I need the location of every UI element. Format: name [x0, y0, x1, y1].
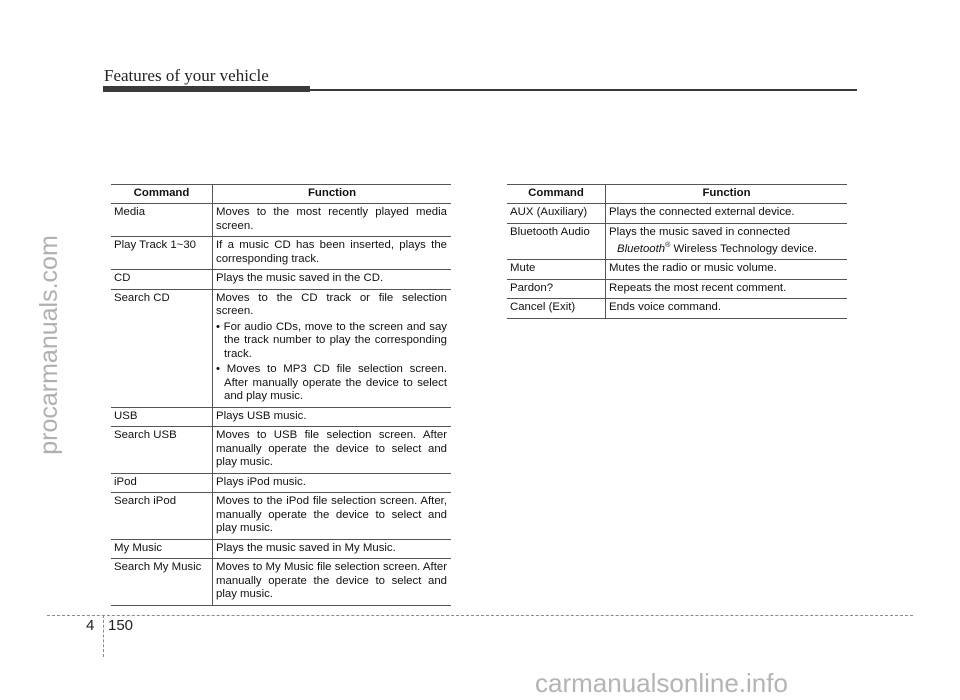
- column-header-command: Command: [111, 185, 213, 204]
- left-command-table: [111, 184, 451, 606]
- header-rule-thick: [103, 86, 310, 92]
- function-cell: Plays iPod music.: [213, 473, 452, 493]
- table-header-row: [111, 185, 451, 204]
- table-row: [111, 270, 451, 290]
- command-cell: iPod: [111, 473, 213, 493]
- table-row: [111, 559, 451, 606]
- function-cell: [213, 289, 452, 407]
- function-cell: [606, 223, 848, 260]
- table-header-row: [507, 185, 847, 204]
- column-header-function: Function: [213, 185, 452, 204]
- table-row: [507, 204, 847, 224]
- command-cell: Search CD: [111, 289, 213, 407]
- function-cell: Repeats the most recent comment.: [606, 279, 848, 299]
- watermark-bottom: carmanualsonline.info: [535, 668, 788, 698]
- command-cell: CD: [111, 270, 213, 290]
- command-cell: Pardon?: [507, 279, 606, 299]
- command-cell: My Music: [111, 539, 213, 559]
- function-cell: If a music CD has been inserted, plays the corresponding track.: [213, 237, 452, 270]
- table-row: [111, 473, 451, 493]
- bluetooth-brand-text: Bluetooth: [617, 242, 666, 255]
- command-cell: Cancel (Exit): [507, 299, 606, 319]
- command-cell: Play Track 1~30: [111, 237, 213, 270]
- command-cell: Search USB: [111, 427, 213, 474]
- column-header-function: Function: [606, 185, 848, 204]
- command-cell: AUX (Auxiliary): [507, 204, 606, 224]
- right-command-table: [507, 184, 847, 319]
- function-text-rest: Wireless Technology device.: [670, 242, 817, 255]
- function-cell: Plays the music saved in My Music.: [213, 539, 452, 559]
- table-row: [507, 299, 847, 319]
- command-cell: Search My Music: [111, 559, 213, 606]
- page-number: 150: [108, 617, 134, 634]
- command-cell: Bluetooth Audio: [507, 223, 606, 260]
- header-rule-thin: [310, 89, 857, 91]
- table-row: [111, 407, 451, 427]
- function-cell: Plays USB music.: [213, 407, 452, 427]
- command-cell: Media: [111, 204, 213, 237]
- footer-dashed-divider: [103, 615, 104, 657]
- function-cell: Plays the music saved in the CD.: [213, 270, 452, 290]
- column-header-command: Command: [507, 185, 606, 204]
- function-cell: Moves to the iPod file selection screen. After, manually operate the device to select and play music.: [213, 493, 452, 540]
- table-row: [507, 260, 847, 280]
- function-cell: Moves to My Music file selection screen. After manually operate the device to select and play music.: [213, 559, 452, 606]
- function-cell: Moves to USB file selection screen. After manually operate the device to select and play music.: [213, 427, 452, 474]
- page-section-title: Features of your vehicle: [104, 66, 269, 85]
- table-row: [111, 204, 451, 237]
- bullet-item: • For audio CDs, move to the screen and say the track number to play the corresponding track.: [216, 320, 447, 360]
- table-row: [507, 279, 847, 299]
- bullet-item: • Moves to MP3 CD file selection screen. After manually operate the device to select and play music.: [216, 363, 447, 402]
- function-text: Moves to the CD track or file selection screen.: [216, 291, 447, 317]
- command-cell: USB: [111, 407, 213, 427]
- table-row: [111, 539, 451, 559]
- table-row: [111, 237, 451, 270]
- chapter-number: 4: [86, 617, 95, 634]
- table-row: [111, 289, 451, 407]
- table-row: [111, 427, 451, 474]
- table-row: [507, 223, 847, 260]
- function-cell: Mutes the radio or music volume.: [606, 260, 848, 280]
- function-cell: Moves to the most recently played media screen.: [213, 204, 452, 237]
- function-cell: Ends voice command.: [606, 299, 848, 319]
- function-cell: Plays the connected external device.: [606, 204, 848, 224]
- watermark-vertical: procarmanuals.com: [35, 235, 63, 455]
- footer-dashed-rule: [47, 615, 913, 616]
- function-text: Plays the music saved in connected: [609, 225, 791, 238]
- command-cell: Mute: [507, 260, 606, 280]
- function-text-continued: [609, 239, 843, 256]
- command-cell: Search iPod: [111, 493, 213, 540]
- table-row: [111, 493, 451, 540]
- registered-mark: ®: [665, 242, 671, 249]
